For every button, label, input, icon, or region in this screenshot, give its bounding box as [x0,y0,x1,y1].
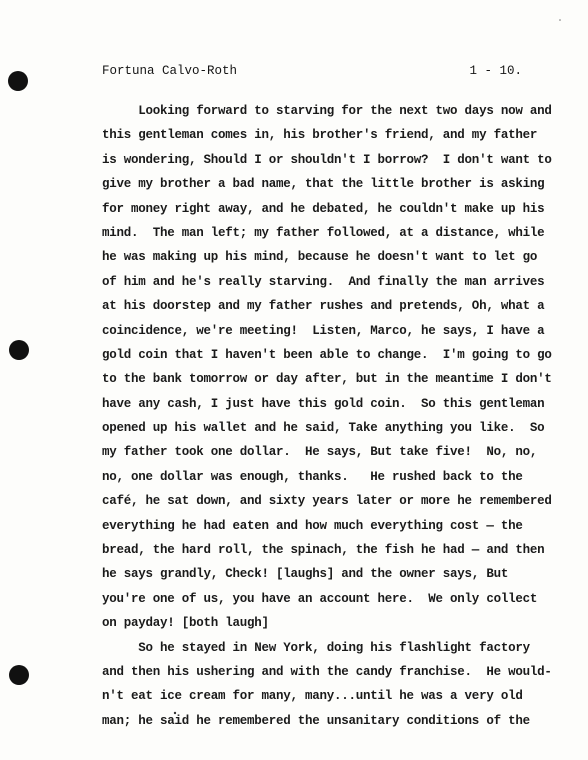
text-line: have any cash, I just have this gold coin. So this gentleman [102,396,545,411]
page-header [102,64,522,84]
text-line: n't eat ice cream for many, many...until he was a very old [102,689,523,704]
punch-hole-top [8,71,28,91]
text-line: café, he sat down, and sixty years later or more he remembered [102,494,552,509]
text-line: for money right away, and he debated, he couldn't make up his [102,201,545,216]
text-line: my father took one dollar. He says, But take five! No, no, [102,445,538,460]
text-line: everything he had eaten and how much everything cost — the [102,518,523,533]
punch-hole-middle [9,340,29,360]
punch-hole-bottom [9,665,29,685]
text-line: to the bank tomorrow or day after, but in the meantime I don't [102,372,552,387]
text-line: on payday! [both laugh] [102,616,269,631]
header-author: Fortuna Calvo-Roth [102,64,238,78]
text-line: opened up his wallet and he said, Take anything you like. So [102,421,545,436]
text-line: of him and he's really starving. And finally the man arrives [102,274,545,289]
text-line: he says grandly, Check! [laughs] and the owner says, But [102,567,509,582]
text-line: is wondering, Should I or shouldn't I borrow? I don't want to [102,152,552,167]
text-line: coincidence, we're meeting! Listen, Marco, he says, I have a [102,323,545,338]
text-line: no, one dollar was enough, thanks. He rushed back to the [102,469,523,484]
text-line: Looking forward to starving for the next two days now and [102,104,552,118]
text-line: this gentleman comes in, his brother's friend, and my father [102,128,538,143]
text-line: mind. The man left; my father followed, at a distance, while [102,225,545,240]
text-line: So he stayed in New York, doing his flashlight factory [102,640,530,655]
header-page-number: 1 - 10. [469,64,522,78]
transcript-body [102,99,552,733]
text-line: bread, the hard roll, the spinach, the fish he had — and then [102,543,545,558]
text-line: and then his ushering and with the candy franchise. He would- [102,664,552,679]
text-line: give my brother a bad name, that the little brother is asking [102,177,545,192]
text-line: at his doorstep and my father rushes and pretends, Oh, what a [102,299,545,314]
text-line: man; he said he remembered the unsanitary conditions of the [102,713,530,728]
text-line: gold coin that I haven't been able to change. I'm going to go [102,347,552,362]
text-line: he was making up his mind, because he doesn't want to let go [102,250,538,265]
text-line: you're one of us, you have an account here. We only collect [102,591,538,606]
